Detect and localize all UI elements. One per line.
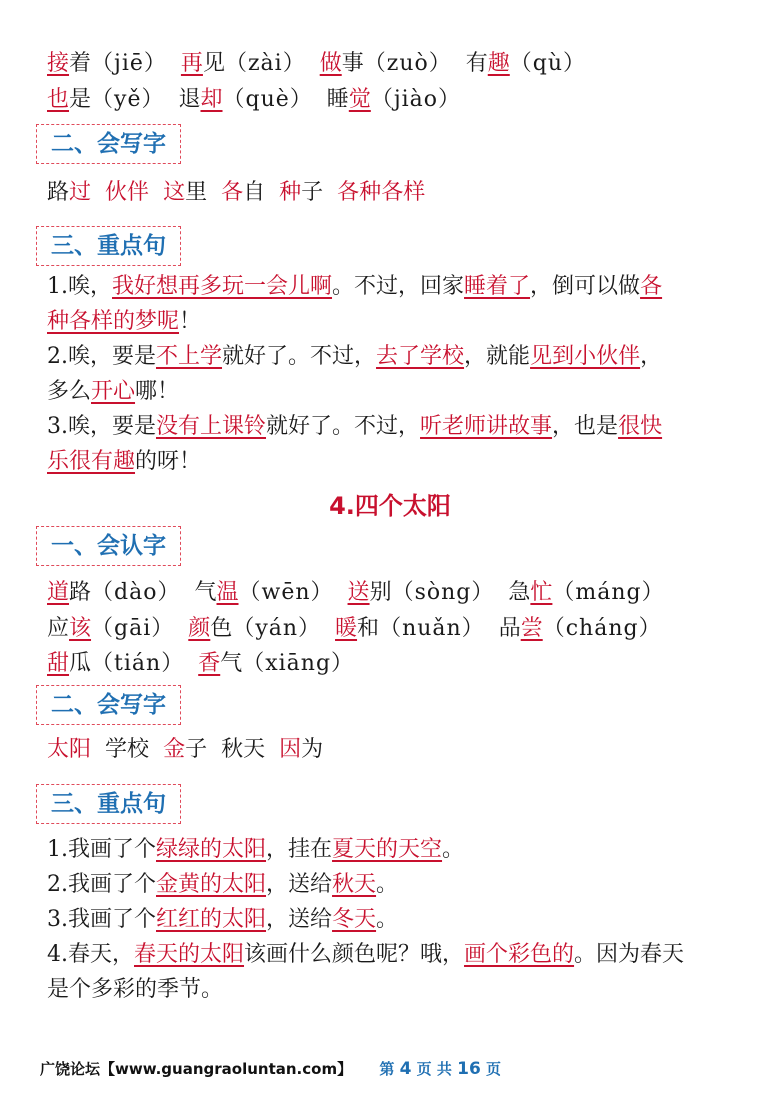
pinyin-word: 送别（sòng） (347, 580, 495, 605)
section-heading-write: 二、会写字 (36, 685, 181, 725)
write-words-row (47, 735, 323, 765)
target-character: 该 (69, 616, 92, 641)
pinyin-text: （wēn） (238, 580, 334, 605)
pinyin-row-1 (47, 578, 665, 608)
target-character: 颜 (188, 616, 211, 641)
pinyin-row-2 (47, 614, 662, 644)
write-word: 学校 (105, 737, 150, 762)
lesson-title: 4.四个太阳 (329, 492, 451, 520)
pinyin-word: 接着（jiē） (47, 51, 167, 76)
sentence-line: 乐很有趣的呀！ (47, 449, 202, 474)
pinyin-row-3 (47, 649, 354, 679)
pinyin-text: （dào） (91, 580, 181, 605)
pinyin-text: （yán） (232, 616, 322, 641)
pinyin-word: 应该（gāi） (47, 616, 175, 641)
target-character: 香 (198, 651, 221, 676)
pinyin-text: （xiāng） (242, 651, 355, 676)
pinyin-text: （zuò） (363, 51, 452, 76)
target-character: 做 (319, 51, 342, 76)
sentence-line: 3.唉，要是没有上课铃就好了。不过，听老师讲故事，也是很快 (47, 414, 663, 439)
pinyin-text: （què） (222, 87, 313, 112)
target-character: 送 (347, 580, 370, 605)
sentence-line: 是个多彩的季节。 (47, 977, 224, 1002)
pinyin-text: （sòng） (391, 580, 495, 605)
pinyin-word: 有趣（qù） (465, 51, 587, 76)
sentence-line: 种各样的梦呢！ (47, 309, 202, 334)
pinyin-text: （máng） (552, 580, 665, 605)
pinyin-word: 香气（xiāng） (198, 651, 355, 676)
pinyin-row-2 (47, 85, 461, 115)
pinyin-word: 甜瓜（tián） (47, 651, 185, 676)
pinyin-word: 品尝（cháng） (498, 616, 662, 641)
pinyin-text: （yě） (91, 87, 165, 112)
pinyin-text: （qù） (509, 51, 587, 76)
pinyin-text: （zài） (224, 51, 306, 76)
sentence-line: 2.我画了个金黄的太阳，送给秋天。 (47, 872, 399, 897)
write-word: 伙伴 (105, 180, 150, 205)
page-footer (40, 1058, 501, 1079)
pinyin-word: 气温（wēn） (194, 580, 334, 605)
target-character: 也 (47, 87, 70, 112)
section-heading-sentences: 三、重点句 (36, 226, 181, 266)
write-word: 因为 (279, 737, 324, 762)
sentence-line: 3.我画了个红红的太阳，送给冬天。 (47, 907, 399, 932)
target-character: 再 (180, 51, 203, 76)
pinyin-word: 急忙（máng） (508, 580, 665, 605)
pinyin-text: （cháng） (542, 616, 662, 641)
pinyin-word: 退却（què） (178, 87, 313, 112)
target-character: 接 (47, 51, 70, 76)
target-character: 却 (200, 87, 223, 112)
target-character: 忙 (530, 580, 553, 605)
write-word: 各种各样 (337, 180, 426, 205)
pinyin-word: 也是（yě） (47, 87, 165, 112)
target-character: 尝 (520, 616, 543, 641)
write-words-row (47, 178, 425, 208)
pinyin-word: 道路（dào） (47, 580, 181, 605)
section-heading-sentences: 三、重点句 (36, 784, 181, 824)
footer-site[interactable]: 广饶论坛【www.guangraoluntan.com】 (40, 1060, 353, 1078)
write-word: 太阳 (47, 737, 92, 762)
write-word: 各自 (221, 180, 266, 205)
write-word: 路过 (47, 180, 92, 205)
pinyin-text: （tián） (91, 651, 185, 676)
pinyin-word: 颜色（yán） (188, 616, 322, 641)
pinyin-text: （jiē） (91, 51, 167, 76)
pinyin-text: （jiào） (370, 87, 462, 112)
pinyin-text: （nuǎn） (379, 616, 485, 641)
target-character: 暖 (335, 616, 358, 641)
write-word: 这里 (163, 180, 208, 205)
pinyin-word: 做事（zuò） (319, 51, 452, 76)
sentence-line: 2.唉，要是不上学就好了。不过，去了学校，就能见到小伙伴， (47, 344, 663, 369)
pinyin-word: 再见（zài） (180, 51, 306, 76)
sentence-line: 多么开心哪！ (47, 379, 180, 404)
sentence-line: 1.我画了个绿绿的太阳，挂在夏天的天空。 (47, 837, 465, 862)
target-character: 道 (47, 580, 70, 605)
page-indicator: 第 4 页 共 16 页 (379, 1059, 502, 1079)
pinyin-word: 睡觉（jiào） (326, 87, 462, 112)
section-heading-write: 二、会写字 (36, 124, 181, 164)
pinyin-text: （gāi） (91, 616, 175, 641)
section-heading-read: 一、会认字 (36, 526, 181, 566)
target-character: 甜 (47, 651, 70, 676)
target-character: 趣 (487, 51, 510, 76)
write-word: 金子 (163, 737, 208, 762)
write-word: 秋天 (221, 737, 266, 762)
sentence-line: 4.春天，春天的太阳该画什么颜色呢？哦，画个彩色的。因为春天 (47, 942, 685, 967)
sentence-line: 1.唉，我好想再多玩一会儿啊。不过，回家睡着了，倒可以做各 (47, 274, 663, 299)
pinyin-row-1 (47, 49, 586, 79)
target-character: 温 (216, 580, 239, 605)
pinyin-word: 暖和（nuǎn） (335, 616, 485, 641)
write-word: 种子 (279, 180, 324, 205)
target-character: 觉 (348, 87, 371, 112)
